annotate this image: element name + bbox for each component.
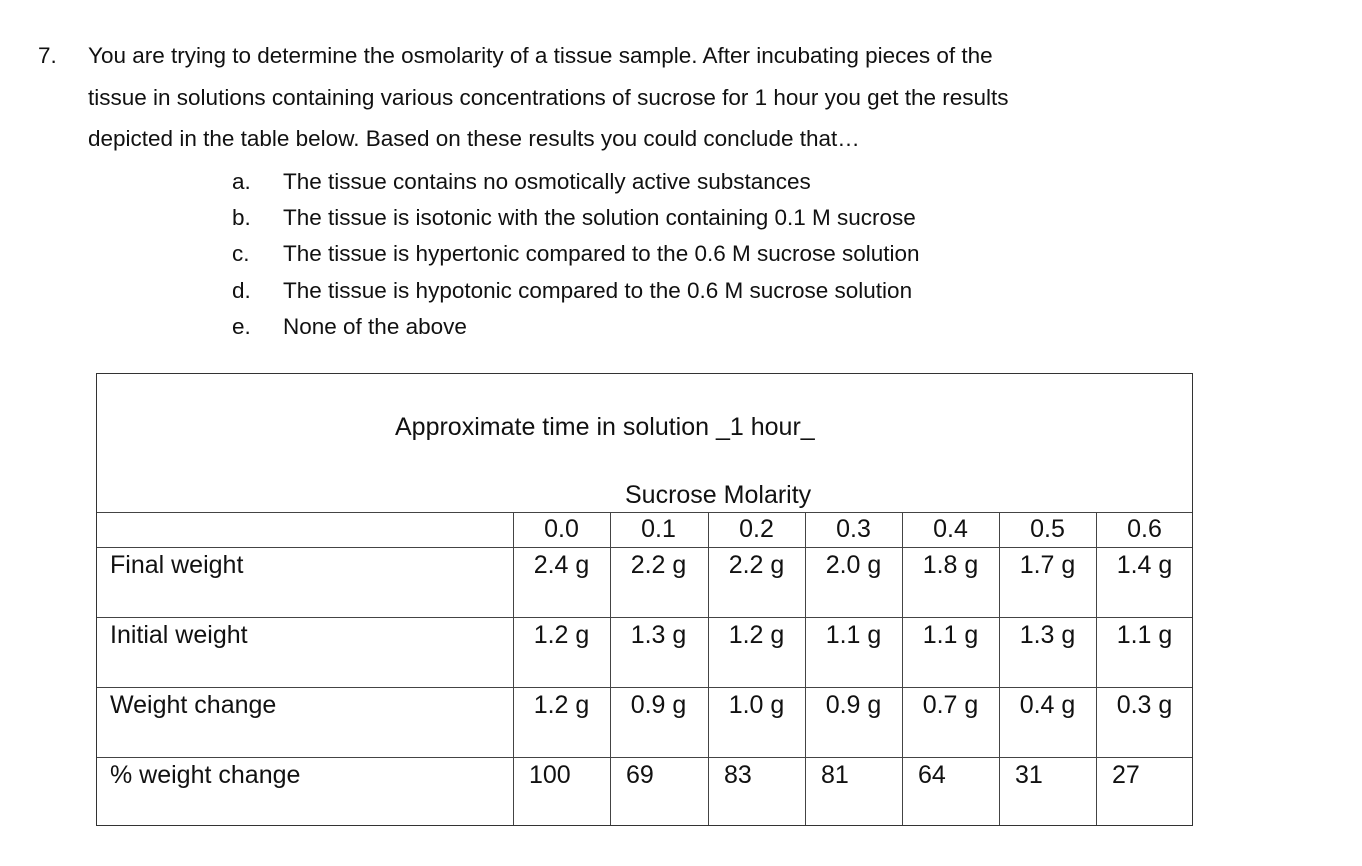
table-cell: 2.4 g bbox=[533, 551, 590, 579]
table-cell: 1.1 g bbox=[922, 621, 979, 649]
table-cell: 1.7 g bbox=[1019, 551, 1076, 579]
question-text-line: depicted in the table below. Based on these results you could conclude that… bbox=[88, 126, 860, 151]
molarity-header: 0.2 bbox=[739, 515, 774, 543]
option-text: The tissue is hypertonic compared to the 0.6 M sucrose solution bbox=[283, 241, 920, 266]
table-cell: 1.2 g bbox=[533, 691, 590, 719]
molarity-header: 0.0 bbox=[544, 515, 579, 543]
table-cell: 0.7 g bbox=[922, 691, 979, 719]
table-cell: 64 bbox=[918, 761, 946, 789]
table-row-divider bbox=[97, 757, 1192, 758]
table-cell: 0.9 g bbox=[825, 691, 882, 719]
table-cell: 1.2 g bbox=[533, 621, 590, 649]
table-cell: 0.9 g bbox=[630, 691, 687, 719]
table-cell: 1.1 g bbox=[1116, 621, 1173, 649]
table-cell: 69 bbox=[626, 761, 654, 789]
table-cell: 31 bbox=[1015, 761, 1043, 789]
table-cell: 81 bbox=[821, 761, 849, 789]
question-text-line: tissue in solutions containing various concentrations of sucrose for 1 hour you get the results bbox=[88, 85, 1009, 110]
table-row-divider bbox=[97, 547, 1192, 548]
question-text-line: You are trying to determine the osmolarity of a tissue sample. After incubating pieces of the bbox=[88, 43, 993, 68]
table-cell: 100 bbox=[529, 761, 571, 789]
question-number: 7. bbox=[38, 43, 57, 68]
option-text: None of the above bbox=[283, 314, 467, 339]
table-cell: 2.0 g bbox=[825, 551, 882, 579]
option-letter: c. bbox=[232, 241, 250, 266]
table-cell: 1.8 g bbox=[922, 551, 979, 579]
table-cell: 1.1 g bbox=[825, 621, 882, 649]
table-cell: 1.3 g bbox=[1019, 621, 1076, 649]
molarity-header: 0.5 bbox=[1030, 515, 1065, 543]
table-cell: 1.4 g bbox=[1116, 551, 1173, 579]
row-label: Weight change bbox=[110, 691, 277, 719]
option-letter: d. bbox=[232, 278, 251, 303]
option-letter: a. bbox=[232, 169, 251, 194]
molarity-header: 0.4 bbox=[933, 515, 968, 543]
row-label: % weight change bbox=[110, 761, 301, 789]
table-cell: 1.0 g bbox=[728, 691, 785, 719]
table-cell: 0.3 g bbox=[1116, 691, 1173, 719]
table-row-divider bbox=[97, 687, 1192, 688]
time-caption: Approximate time in solution _1 hour_ bbox=[395, 413, 815, 441]
table-cell: 83 bbox=[724, 761, 752, 789]
table-row-divider bbox=[97, 617, 1192, 618]
table-cell: 27 bbox=[1112, 761, 1140, 789]
results-table bbox=[96, 373, 1193, 826]
row-label: Initial weight bbox=[110, 621, 248, 649]
option-letter: e. bbox=[232, 314, 251, 339]
molarity-header: 0.1 bbox=[641, 515, 676, 543]
row-label: Final weight bbox=[110, 551, 244, 579]
molarity-header: 0.3 bbox=[836, 515, 871, 543]
molarity-caption: Sucrose Molarity bbox=[625, 481, 812, 509]
option-text: The tissue is isotonic with the solution containing 0.1 M sucrose bbox=[283, 205, 916, 230]
table-cell: 0.4 g bbox=[1019, 691, 1076, 719]
option-letter: b. bbox=[232, 205, 251, 230]
option-text: The tissue contains no osmotically active substances bbox=[283, 169, 811, 194]
table-cell: 1.3 g bbox=[630, 621, 687, 649]
option-text: The tissue is hypotonic compared to the 0.6 M sucrose solution bbox=[283, 278, 913, 303]
molarity-header: 0.6 bbox=[1127, 515, 1162, 543]
table-cell: 2.2 g bbox=[728, 551, 785, 579]
table-cell: 2.2 g bbox=[630, 551, 687, 579]
table-cell: 1.2 g bbox=[728, 621, 785, 649]
table-row-divider bbox=[97, 512, 1192, 513]
